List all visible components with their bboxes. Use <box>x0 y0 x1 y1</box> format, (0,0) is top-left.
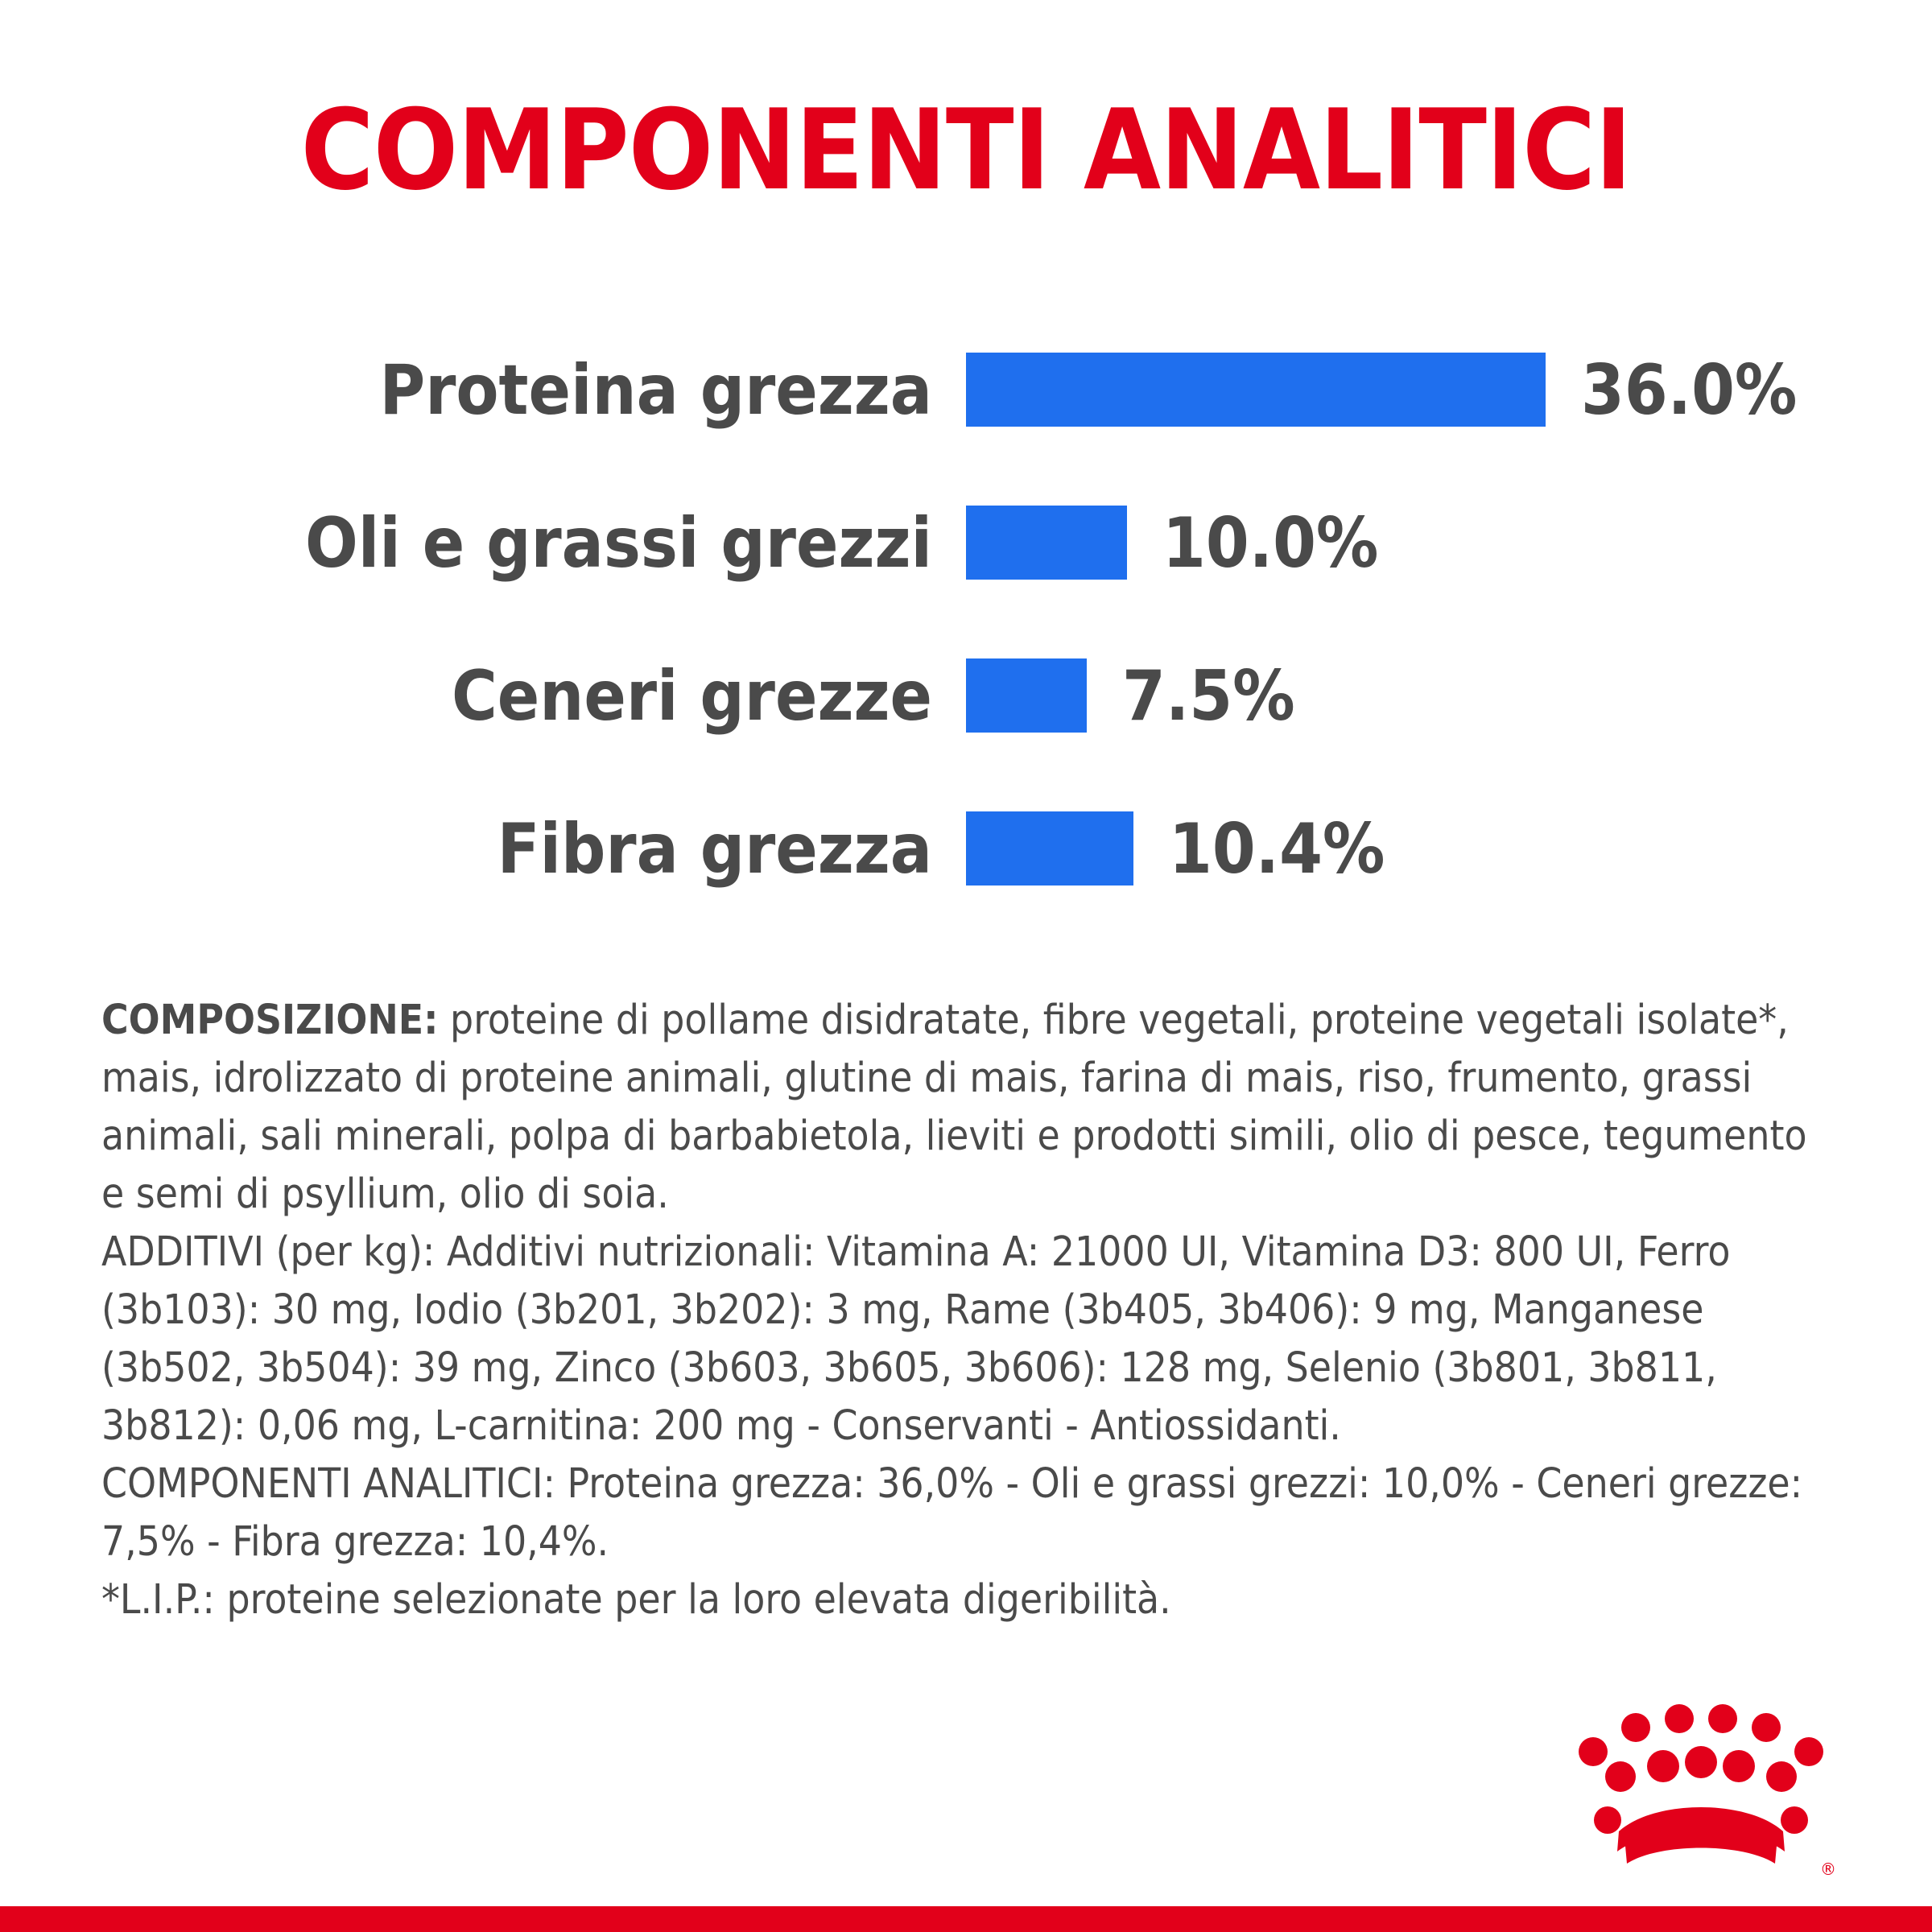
analytical-components-chart <box>0 0 1932 926</box>
value-label: 10.0% <box>1162 503 1379 584</box>
bar <box>966 353 1546 427</box>
bar <box>966 506 1127 580</box>
bottom-red-stripe <box>0 1906 1932 1932</box>
composition-text <box>101 992 1824 1629</box>
bar <box>966 811 1133 886</box>
footnote: *L.I.P.: proteine selezionate per la loro elevata digeribilità. <box>101 1576 1171 1624</box>
bar <box>966 658 1087 733</box>
category-label: Ceneri grezze <box>451 656 932 737</box>
composition-ingredients: proteine di pollame disidratate, fibre vegetali, proteine vegetali isolate*, mais, idrolizzato di proteine animali, glutine di mais, farina di mais, riso, frumento, grassi animali, sali minerali, polpa di barbabietola, lieviti e prodotti simili, olio di pesce, tegumento e semi di psyllium, olio di soia. <box>101 997 1807 1218</box>
value-label: 7.5% <box>1122 656 1295 737</box>
additives-paragraph: ADDITIVI (per kg): Additivi nutrizionali: Vitamina A: 21000 UI, Vitamina D3: 800 UI, Ferro (3b103): 30 mg, Iodio (3b201, 3b202): 3 mg, Rame (3b405, 3b406): 9 mg, Manganese (3b502, 3b504): 39 mg, Zinco (3b603, 3b605, 3b606): 128 mg, Selenio (3b801, 3b811, 3b812): 0,06 mg, L-carnitina: 200 mg - Conservanti - Antiossidanti. <box>101 1228 1731 1450</box>
value-label: 36.0% <box>1581 350 1798 431</box>
category-label: Fibra grezza <box>497 809 932 890</box>
analytical-components-paragraph: COMPONENTI ANALITICI: Proteina grezza: 36,0% - Oli e grassi grezzi: 10,0% - Ceneri grezze: 7,5% - Fibra grezza: 10,4%. <box>101 1460 1803 1566</box>
value-label: 10.4% <box>1169 809 1385 890</box>
category-label: Proteina grezza <box>379 350 932 431</box>
registered-mark: ® <box>1820 1860 1836 1879</box>
page-title: COMPONENTI ANALITICI <box>300 85 1632 215</box>
royal-canin-crown-logo-icon <box>1574 1703 1839 1884</box>
composition-paragraph <box>101 992 1824 1224</box>
composition-heading: COMPOSIZIONE: <box>101 997 439 1044</box>
category-label: Oli e grassi grezzi <box>305 503 932 584</box>
